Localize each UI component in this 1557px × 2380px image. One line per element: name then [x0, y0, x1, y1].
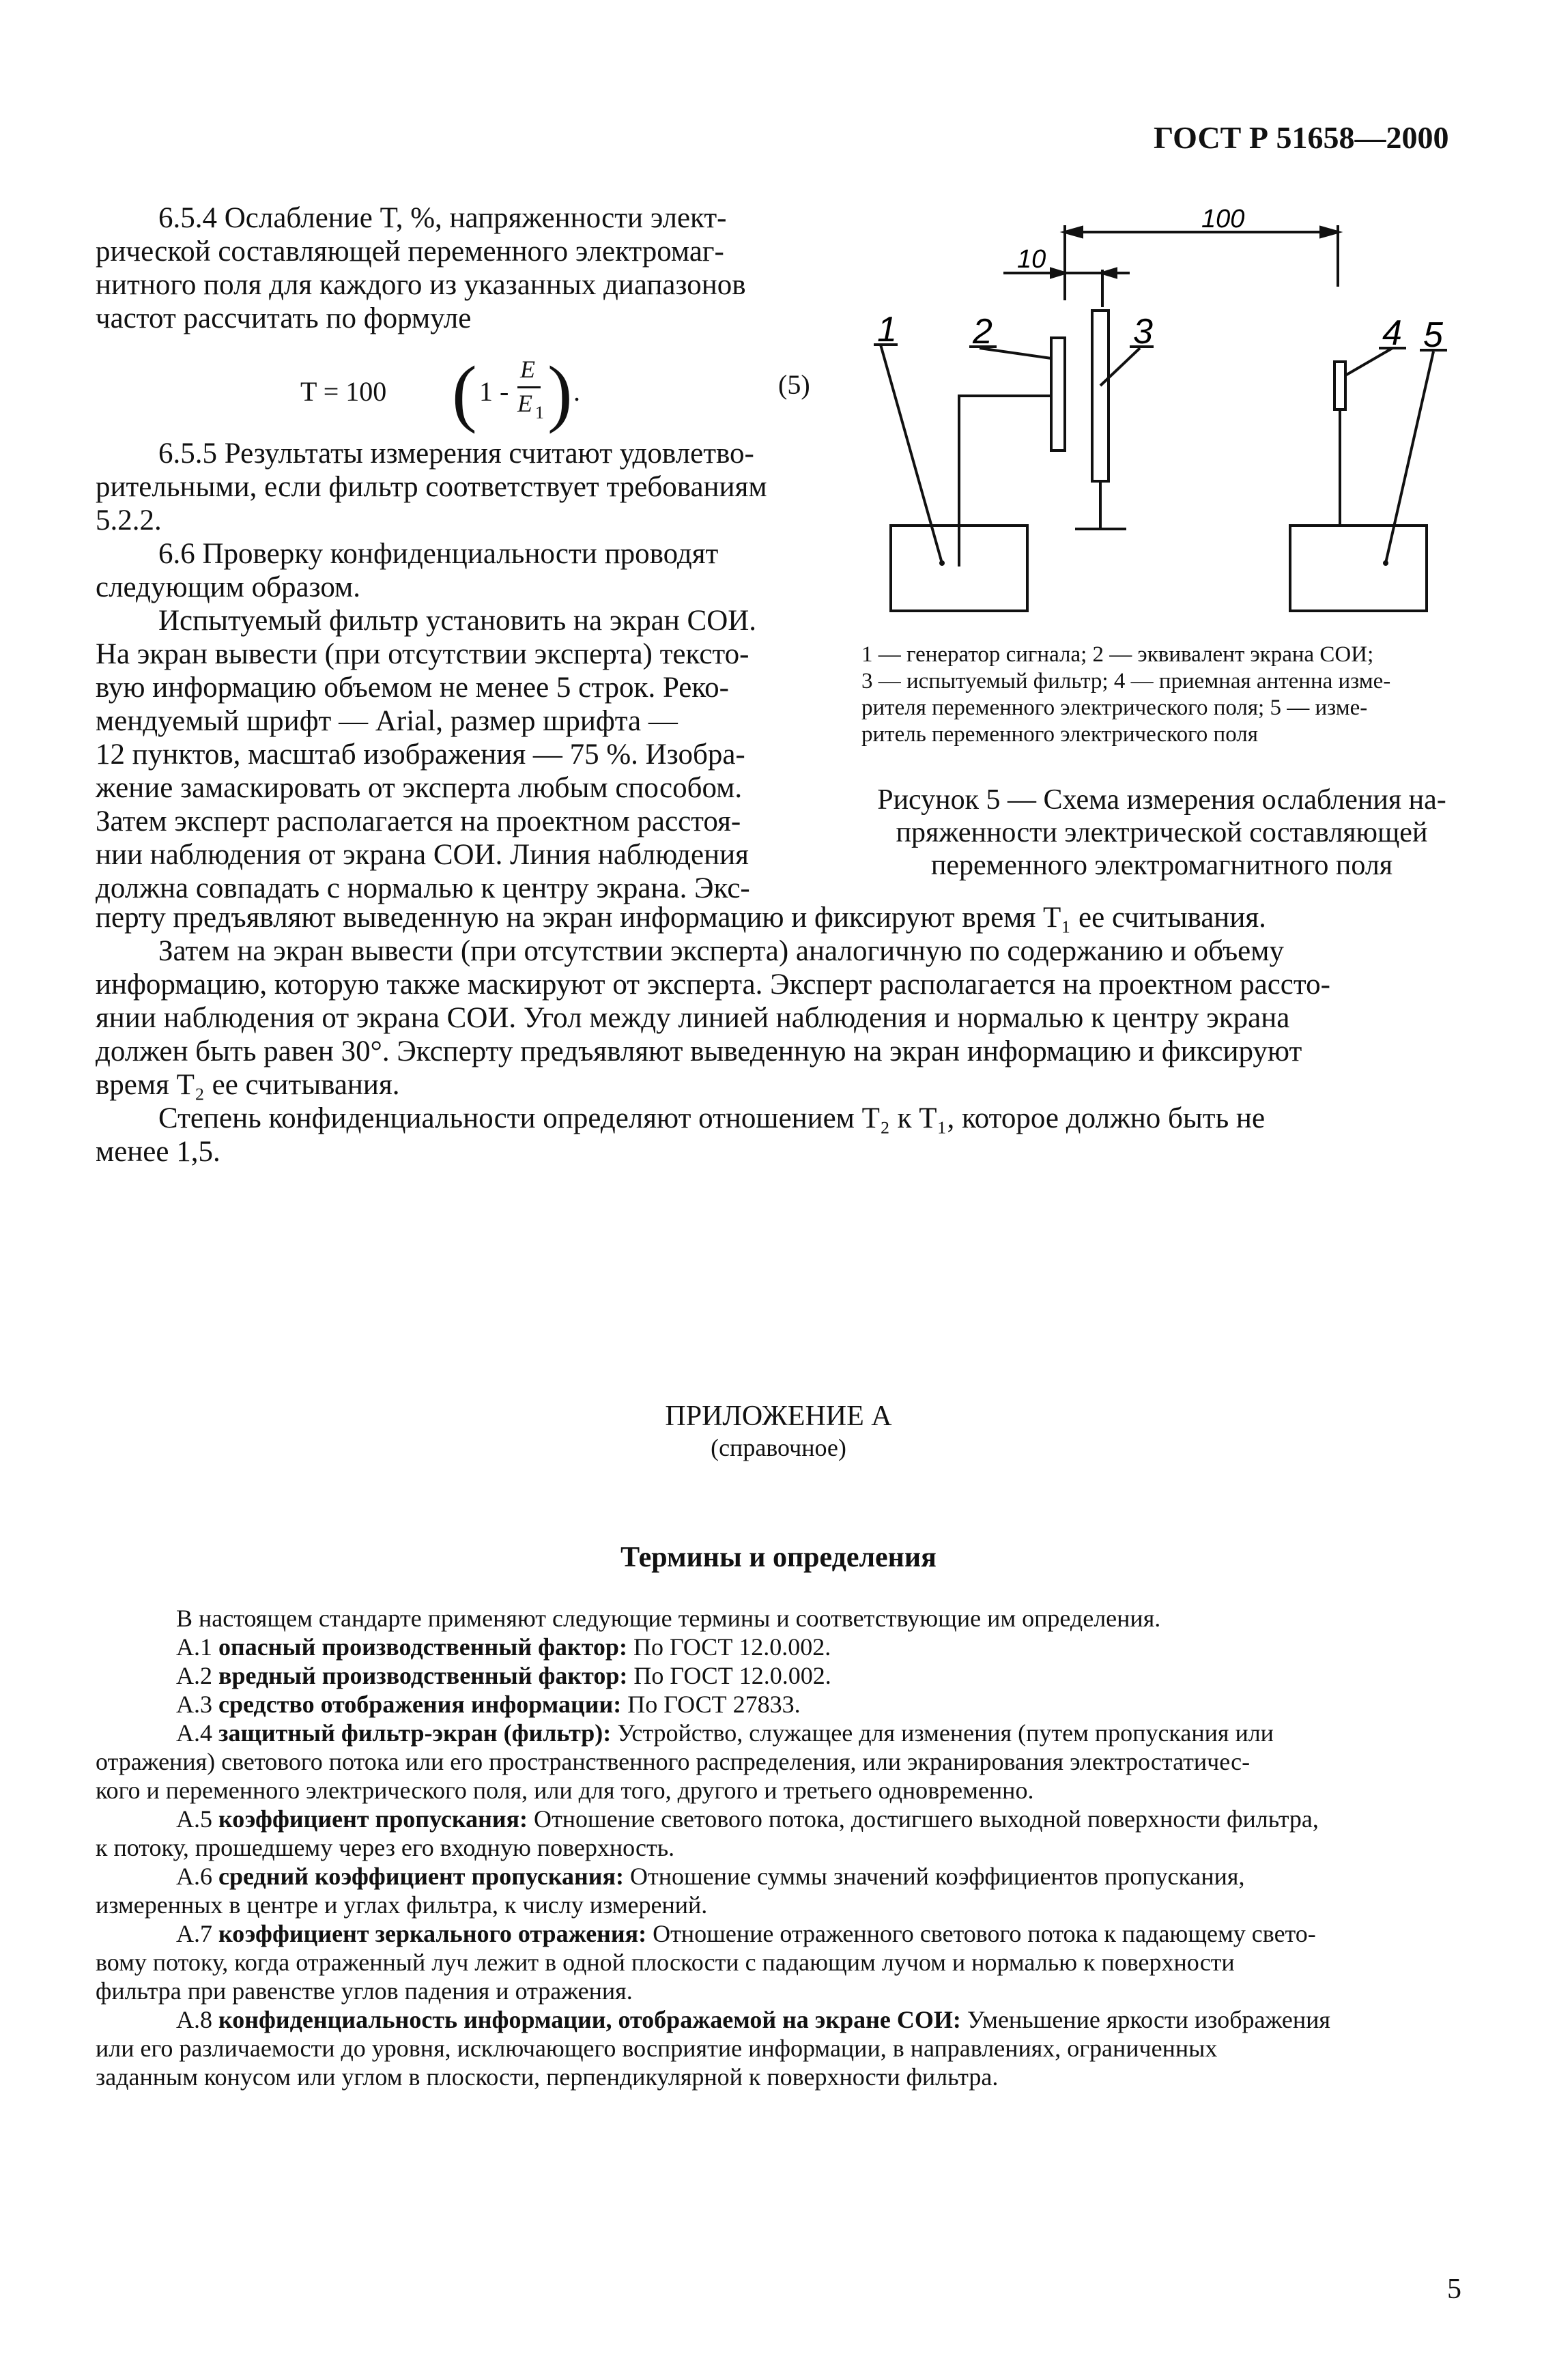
- term-item: [96, 1805, 1461, 1862]
- term-definition: Отношение отраженного светового потока к падающему свето-: [646, 1920, 1316, 1947]
- document-code: ГОСТ Р 51658—2000: [1154, 120, 1449, 155]
- fraction-bar: [517, 386, 541, 388]
- term-number: А.8: [176, 2006, 212, 2033]
- term-number: А.6: [176, 1863, 212, 1890]
- term-number: А.3: [176, 1691, 212, 1718]
- formula-number: (5): [778, 369, 810, 400]
- term-definition: заданным конусом или углом в плоскости, перпендикулярной к поверхности фильтра.: [96, 2063, 999, 2091]
- text-line: нитного поля для каждого из указанных диапазонов: [96, 269, 746, 301]
- formula-one-minus: 1 -: [479, 376, 509, 407]
- term-definition: По ГОСТ 12.0.002.: [627, 1633, 831, 1661]
- term-number: А.5: [176, 1805, 212, 1833]
- text-line: должна совпадать с нормалью к центру экрана. Экс-: [96, 872, 750, 904]
- formula-denominator: E: [517, 390, 532, 417]
- screen-equivalent: [1051, 338, 1065, 450]
- figure-legend: [861, 642, 1462, 748]
- term-item: [96, 1919, 1461, 2005]
- term-definition: к потоку, прошедшему через его входную поверхность.: [96, 1834, 675, 1861]
- legend-line: ритель переменного электрического поля: [861, 722, 1258, 747]
- term-definition: Устройство, служащее для изменения (путем пропускания или: [611, 1719, 1274, 1747]
- paragraph-6-6: [96, 537, 819, 604]
- legend-line: рителя переменного электрического поля; 5 — изме-: [861, 696, 1368, 720]
- term-item: [96, 1690, 1461, 1719]
- cable-generator: [959, 396, 1051, 567]
- leader-3: [1100, 348, 1140, 386]
- formula-lhs: T = 100: [300, 376, 387, 407]
- term-item: [96, 1633, 1461, 1661]
- term-definition: фильтра при равенстве углов падения и отражения.: [96, 1977, 633, 2005]
- term-item: [96, 1862, 1461, 1919]
- text-line: Затем на экран вывести (при отсутствии эксперта) аналогичную по содержанию и объему: [158, 935, 1284, 967]
- legend-line: 3 — испытуемый фильтр; 4 — приемная антенна изме-: [861, 669, 1391, 693]
- text-line: частот рассчитать по формуле: [96, 302, 472, 334]
- term-definition: или его различаемости до уровня, исключающего восприятие информации, в направлениях, ограниченных: [96, 2035, 1218, 2062]
- term-name: средство отображения информации:: [218, 1691, 622, 1718]
- text-line: янии наблюдения от экрана СОИ. Угол между линией наблюдения и нормалью к центру экрана: [96, 1002, 1290, 1034]
- text-line: 6.5.5 Результаты измерения считают удовлетво-: [158, 438, 754, 470]
- term-definition: отражения) светового потока или его пространственного распределения, или экранирования электростатичес-: [96, 1748, 1251, 1775]
- text-line: Степень конфиденциальности определяют отношением T₂ к T₁, которое должно быть не: [158, 1102, 1266, 1134]
- filter-plate: [1092, 311, 1109, 481]
- term-number: А.4: [176, 1719, 212, 1747]
- term-definition: По ГОСТ 27833.: [621, 1691, 801, 1718]
- term-definition: Отношение светового потока, достигшего выходной поверхности фильтра,: [528, 1805, 1319, 1833]
- terms-intro: В настоящем стандарте применяют следующие термины и соответствующие им определения.: [176, 1605, 1161, 1632]
- text-line: должен быть равен 30°. Эксперту предъявляют выведенную на экран информацию и фиксируют: [96, 1035, 1302, 1067]
- term-name: средний коэффициент пропускания:: [218, 1863, 624, 1890]
- text-line: 12 пунктов, масштаб изображения — 75 %. Изобра-: [96, 739, 745, 771]
- text-line: 6.6 Проверку конфиденциальности проводят: [158, 538, 719, 570]
- formula-5: [300, 351, 819, 437]
- appendix-subtitle: (справочное): [711, 1434, 846, 1461]
- text-line: информацию, которую также маскируют от эксперта. Эксперт располагается на проектном рассто-: [96, 969, 1330, 1001]
- term-item: [96, 1719, 1461, 1805]
- text-line: время T₂ ее считывания.: [96, 1069, 400, 1101]
- paragraph-6-5-5: [96, 437, 819, 537]
- figure-title: [861, 784, 1462, 882]
- formula-numerator: E: [520, 356, 535, 383]
- term-definition: измеренных в центре и углах фильтра, к числу измерений.: [96, 1891, 708, 1919]
- figure-label-5: 5: [1423, 315, 1443, 355]
- paragraph-degree: [96, 1102, 1461, 1169]
- full-width-text: [96, 901, 1461, 1169]
- figure-label-2: 2: [973, 312, 992, 352]
- text-line: менее 1,5.: [96, 1136, 220, 1168]
- arrow-head: [1065, 227, 1082, 237]
- term-definition: кого и переменного электрического поля, или для того, другого и третьего одновременно.: [96, 1777, 1034, 1804]
- leader-dot: [939, 560, 945, 566]
- term-number: А.1: [176, 1633, 212, 1661]
- term-name: конфиденциальность информации, отображаемой на экране СОИ:: [218, 2006, 961, 2033]
- term-name: вредный производственный фактор:: [218, 1662, 628, 1689]
- page-number: 5: [1447, 2274, 1461, 2305]
- figure-label-1: 1: [877, 310, 897, 349]
- paragraph-test-procedure: [96, 604, 819, 905]
- arrow-head: [1321, 227, 1338, 237]
- dimension-label-10: 10: [1017, 245, 1046, 274]
- figure-label-3: 3: [1133, 312, 1153, 352]
- term-name: коэффициент пропускания:: [218, 1805, 528, 1833]
- appendix-title: ПРИЛОЖЕНИЕ А: [665, 1401, 892, 1432]
- figure-title-line: переменного электромагнитного поля: [930, 850, 1393, 881]
- term-definition: Отношение суммы значений коэффициентов пропускания,: [623, 1863, 1245, 1890]
- term-name: защитный фильтр-экран (фильтр):: [218, 1719, 612, 1747]
- term-number: А.2: [176, 1662, 212, 1689]
- figure-title-line: Рисунок 5 — Схема измерения ослабления на-: [877, 784, 1446, 816]
- legend-line: 1 — генератор сигнала; 2 — эквивалент экрана СОИ;: [861, 642, 1374, 667]
- term-item: [96, 2005, 1461, 2091]
- text-line: следующим образом.: [96, 571, 360, 603]
- text-line: Испытуемый фильтр установить на экран СОИ.: [158, 605, 757, 637]
- formula-paren-close: ): [547, 351, 573, 434]
- paragraph-6-5-4: [96, 201, 819, 335]
- text-line: мендуемый шрифт — Arial, размер шрифта —: [96, 705, 678, 737]
- left-column: [96, 201, 819, 335]
- antenna: [1334, 362, 1345, 410]
- text-line: перту предъявляют выведенную на экран информацию и фиксируют время T₁ ее считывания.: [96, 902, 1266, 934]
- text-line: 6.5.4 Ослабление T, %, напряженности элект-: [158, 202, 727, 234]
- term-definition: вому потоку, когда отраженный луч лежит в одной плоскости с падающим лучом и нормалью к поверхности: [96, 1949, 1235, 1976]
- left-column-2: [96, 437, 819, 905]
- text-line: 5.2.2.: [96, 504, 162, 536]
- figure-title-line: пряженности электрической составляющей: [896, 817, 1428, 848]
- terms-list: [96, 1604, 1461, 2091]
- meter-box: [1290, 526, 1427, 611]
- continuation-line: [96, 901, 1461, 934]
- paragraph-then: [96, 934, 1461, 1102]
- term-name: опасный производственный фактор:: [218, 1633, 627, 1661]
- term-definition: По ГОСТ 12.0.002.: [627, 1662, 831, 1689]
- formula-paren-open: (: [452, 351, 477, 434]
- figure-label-4: 4: [1382, 313, 1402, 353]
- text-line: вую информацию объемом не менее 5 строк. Реко-: [96, 672, 729, 704]
- term-item: [96, 1661, 1461, 1690]
- arrow-head: [1102, 269, 1116, 277]
- formula-dot: .: [573, 376, 580, 407]
- term-name: коэффициент зеркального отражения:: [218, 1920, 647, 1947]
- formula-denominator-subscript: 1: [535, 403, 544, 422]
- text-line: рительными, если фильтр соответствует требованиям: [96, 471, 767, 503]
- measurement-scheme-diagram: [846, 205, 1502, 614]
- leader-dot: [1383, 560, 1388, 566]
- text-line: жение замаскировать от эксперта любым способом.: [96, 772, 743, 804]
- text-line: нии наблюдения от экрана СОИ. Линия наблюдения: [96, 839, 749, 871]
- text-line: рической составляющей переменного электромаг-: [96, 235, 724, 268]
- terms-title: Термины и определения: [620, 1542, 937, 1573]
- arrow-head: [1051, 269, 1065, 277]
- term-number: А.7: [176, 1920, 212, 1947]
- dimension-label-100: 100: [1201, 205, 1245, 233]
- term-definition: Уменьшение яркости изображения: [960, 2006, 1330, 2033]
- text-line: На экран вывести (при отсутствии эксперта) тексто-: [96, 638, 749, 670]
- text-line: Затем эксперт располагается на проектном расстоя-: [96, 805, 741, 837]
